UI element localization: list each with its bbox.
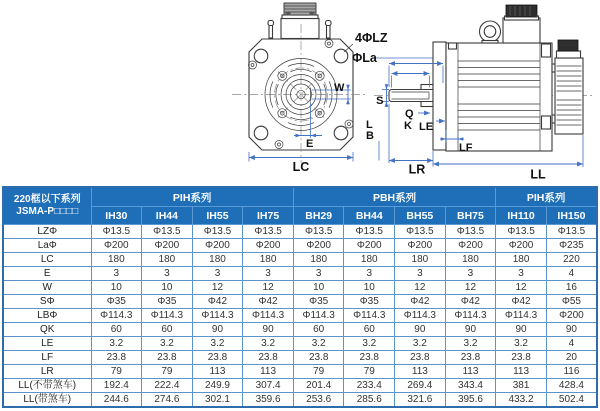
table-cell: 23.8 xyxy=(395,351,446,365)
dim-label-lz: 4ΦLZ xyxy=(355,31,388,45)
table-cell: 428.4 xyxy=(546,379,597,393)
table-cell: 90 xyxy=(496,323,547,337)
mounting-hole xyxy=(334,49,348,63)
side-flange xyxy=(433,42,446,150)
table-cell: 3.2 xyxy=(496,337,547,351)
table-cell: Φ114.3 xyxy=(243,309,294,323)
row-label: LL(带煞车) xyxy=(3,393,91,408)
table-row xyxy=(3,295,597,309)
table-cell: Φ13.5 xyxy=(293,225,344,239)
table-cell: 3.2 xyxy=(344,337,395,351)
table-row xyxy=(3,281,597,295)
dim-label-lf: LF xyxy=(459,142,473,154)
table-cell: 3 xyxy=(496,267,547,281)
table-cell: 180 xyxy=(243,253,294,267)
shaft xyxy=(389,90,433,102)
table-cell: 23.8 xyxy=(91,351,142,365)
table-cell: 12 xyxy=(395,281,446,295)
table-cell: 343.4 xyxy=(445,379,496,393)
side-view xyxy=(366,5,592,182)
table-cell: 10 xyxy=(344,281,395,295)
table-cell: 253.6 xyxy=(293,393,344,408)
table-cell: 116 xyxy=(546,365,597,379)
table-cell: 79 xyxy=(344,365,395,379)
encoder-housing xyxy=(555,58,583,134)
table-cell: 12 xyxy=(496,281,547,295)
dim-label-q: Q xyxy=(405,108,414,120)
table-cell: 274.6 xyxy=(142,393,193,408)
front-connector-body xyxy=(281,19,319,39)
table-row xyxy=(3,379,597,393)
table-cell: 502.4 xyxy=(546,393,597,408)
table-cell: 79 xyxy=(142,365,193,379)
table-row xyxy=(3,393,597,408)
table-cell: 3 xyxy=(91,267,142,281)
table-cell: 180 xyxy=(142,253,193,267)
table-cell: 60 xyxy=(344,323,395,337)
table-cell: Φ114.3 xyxy=(395,309,446,323)
table-cell: 113 xyxy=(395,365,446,379)
table-cell: Φ114.3 xyxy=(142,309,193,323)
table-cell: Φ200 xyxy=(243,239,294,253)
table-cell: 233.4 xyxy=(344,379,395,393)
table-cell: Φ200 xyxy=(546,309,597,323)
table-cell: 60 xyxy=(91,323,142,337)
model-header: IH55 xyxy=(192,207,243,225)
table-cell: 180 xyxy=(496,253,547,267)
table-row xyxy=(3,365,597,379)
table-cell: 3 xyxy=(192,267,243,281)
encoder-connector-cap xyxy=(558,40,578,51)
table-cell: 113 xyxy=(445,365,496,379)
dim-label-e: E xyxy=(306,138,314,150)
model-header: IH44 xyxy=(142,207,193,225)
table-cell: 180 xyxy=(192,253,243,267)
spec-table-section xyxy=(2,186,598,408)
table-cell: Φ13.5 xyxy=(344,225,395,239)
dim-label-w: W xyxy=(334,82,345,94)
mounting-hole xyxy=(334,126,348,140)
table-cell: 3.2 xyxy=(445,337,496,351)
model-header: BH44 xyxy=(344,207,395,225)
table-cell: 3 xyxy=(142,267,193,281)
table-cell: 433.2 xyxy=(496,393,547,408)
table-cell: 113 xyxy=(496,365,547,379)
table-cell: Φ114.3 xyxy=(445,309,496,323)
table-cell: 3 xyxy=(395,267,446,281)
series-corner-header xyxy=(3,187,91,225)
dim-label-la: ΦLa xyxy=(352,51,377,65)
model-header: BH29 xyxy=(293,207,344,225)
dim-label-le: LE xyxy=(419,121,434,133)
table-cell: Φ200 xyxy=(344,239,395,253)
table-row xyxy=(3,323,597,337)
table-cell: 302.1 xyxy=(192,393,243,408)
table-cell: Φ55 xyxy=(546,295,597,309)
table-cell: 79 xyxy=(91,365,142,379)
table-cell: Φ13.5 xyxy=(243,225,294,239)
row-label: LaΦ xyxy=(3,239,91,253)
model-header: IH75 xyxy=(243,207,294,225)
table-cell: Φ114.3 xyxy=(344,309,395,323)
table-cell: Φ114.3 xyxy=(496,309,547,323)
table-cell: 3 xyxy=(243,267,294,281)
table-cell: 90 xyxy=(445,323,496,337)
table-cell: Φ42 xyxy=(445,295,496,309)
table-cell: 113 xyxy=(192,365,243,379)
table-cell: Φ13.5 xyxy=(546,225,597,239)
table-cell: 12 xyxy=(243,281,294,295)
table-cell: 10 xyxy=(293,281,344,295)
dimension-drawing-svg xyxy=(0,0,600,186)
table-cell: 20 xyxy=(546,351,597,365)
table-row xyxy=(3,267,597,281)
table-cell: 3.2 xyxy=(91,337,142,351)
table-cell: 3 xyxy=(344,267,395,281)
table-cell: Φ42 xyxy=(496,295,547,309)
table-row xyxy=(3,309,597,323)
table-cell: 3.2 xyxy=(293,337,344,351)
dim-label-s: S xyxy=(376,95,384,107)
table-cell: 113 xyxy=(243,365,294,379)
table-cell: 23.8 xyxy=(192,351,243,365)
dim-label-b: B xyxy=(366,130,374,142)
table-cell: 10 xyxy=(142,281,193,295)
table-row xyxy=(3,253,597,267)
table-cell: 90 xyxy=(243,323,294,337)
table-cell: 3.2 xyxy=(243,337,294,351)
table-cell: Φ114.3 xyxy=(91,309,142,323)
spec-table-body xyxy=(3,225,597,408)
table-cell: 180 xyxy=(91,253,142,267)
table-cell: 16 xyxy=(546,281,597,295)
table-cell: 4 xyxy=(546,267,597,281)
row-label: LL(不带煞车) xyxy=(3,379,91,393)
table-cell: 269.4 xyxy=(395,379,446,393)
table-cell: 23.8 xyxy=(496,351,547,365)
table-cell: Φ200 xyxy=(91,239,142,253)
table-cell: 244.6 xyxy=(91,393,142,408)
table-cell: Φ200 xyxy=(192,239,243,253)
table-cell: Φ200 xyxy=(496,239,547,253)
table-cell: Φ200 xyxy=(293,239,344,253)
table-cell: 90 xyxy=(395,323,446,337)
table-cell: 60 xyxy=(293,323,344,337)
table-cell: 10 xyxy=(91,281,142,295)
vent-pin-left xyxy=(269,24,273,38)
table-row xyxy=(3,351,597,365)
table-cell: 23.8 xyxy=(293,351,344,365)
table-cell: 12 xyxy=(192,281,243,295)
table-cell: 222.4 xyxy=(142,379,193,393)
power-connector xyxy=(503,18,540,43)
table-cell: Φ13.5 xyxy=(142,225,193,239)
table-cell: Φ200 xyxy=(445,239,496,253)
row-label: LZΦ xyxy=(3,225,91,239)
dim-label-lc: LC xyxy=(292,160,310,174)
table-cell: 220 xyxy=(546,253,597,267)
table-cell: 180 xyxy=(445,253,496,267)
motor-dimension-drawing xyxy=(0,0,600,186)
model-header: BH55 xyxy=(395,207,446,225)
dim-label-k: K xyxy=(404,120,412,132)
spec-table xyxy=(2,186,598,408)
table-row xyxy=(3,239,597,253)
motor-body xyxy=(446,43,552,151)
table-cell: 23.8 xyxy=(243,351,294,365)
table-cell: 23.8 xyxy=(445,351,496,365)
table-cell: 307.4 xyxy=(243,379,294,393)
mounting-hole xyxy=(254,126,268,140)
table-cell: Φ35 xyxy=(344,295,395,309)
row-label: LE xyxy=(3,337,91,351)
table-cell: 180 xyxy=(293,253,344,267)
row-label: QK xyxy=(3,323,91,337)
table-cell: 381 xyxy=(496,379,547,393)
table-cell: 79 xyxy=(293,365,344,379)
table-cell: 285.6 xyxy=(344,393,395,408)
table-cell: Φ13.5 xyxy=(91,225,142,239)
row-label: LF xyxy=(3,351,91,365)
model-header: IH150 xyxy=(546,207,597,225)
table-cell: Φ13.5 xyxy=(395,225,446,239)
row-label: LBΦ xyxy=(3,309,91,323)
table-cell: 3 xyxy=(445,267,496,281)
front-view xyxy=(232,3,446,174)
table-cell: 3.2 xyxy=(192,337,243,351)
table-cell: 321.6 xyxy=(395,393,446,408)
table-cell: Φ35 xyxy=(91,295,142,309)
series-model-code: JSMA-P□□□□ xyxy=(16,206,79,217)
group-header: PBH系列 xyxy=(293,187,495,207)
table-cell: 249.9 xyxy=(192,379,243,393)
table-cell: 3 xyxy=(293,267,344,281)
table-cell: 90 xyxy=(546,323,597,337)
row-label: W xyxy=(3,281,91,295)
table-cell: 395.6 xyxy=(445,393,496,408)
model-header: IH30 xyxy=(91,207,142,225)
table-cell: Φ235 xyxy=(546,239,597,253)
row-label: LR xyxy=(3,365,91,379)
table-cell: 4 xyxy=(546,337,597,351)
table-cell: Φ13.5 xyxy=(496,225,547,239)
mounting-hole xyxy=(254,49,268,63)
row-label: SΦ xyxy=(3,295,91,309)
dim-label-lr: LR xyxy=(408,162,426,177)
table-cell: Φ35 xyxy=(142,295,193,309)
table-cell: 23.8 xyxy=(142,351,193,365)
table-cell: Φ114.3 xyxy=(293,309,344,323)
table-cell: Φ114.3 xyxy=(192,309,243,323)
model-header-row xyxy=(3,207,597,225)
table-cell: 180 xyxy=(395,253,446,267)
row-label: E xyxy=(3,267,91,281)
table-cell: 180 xyxy=(344,253,395,267)
table-cell: Φ200 xyxy=(142,239,193,253)
series-title: 220框以下系列 xyxy=(13,194,81,205)
table-cell: 359.6 xyxy=(243,393,294,408)
table-cell: 3.2 xyxy=(395,337,446,351)
vent-pin-right xyxy=(327,24,331,38)
table-row xyxy=(3,225,597,239)
group-header: PIH系列 xyxy=(496,187,597,207)
table-cell: Φ200 xyxy=(395,239,446,253)
model-header: BH75 xyxy=(445,207,496,225)
table-cell: Φ13.5 xyxy=(192,225,243,239)
table-cell: 90 xyxy=(192,323,243,337)
group-header-row xyxy=(3,187,597,207)
table-cell: 192.4 xyxy=(91,379,142,393)
table-cell: 3.2 xyxy=(142,337,193,351)
group-header: PIH系列 xyxy=(91,187,293,207)
table-cell: 23.8 xyxy=(344,351,395,365)
table-cell: Φ42 xyxy=(243,295,294,309)
table-cell: Φ42 xyxy=(395,295,446,309)
table-cell: Φ42 xyxy=(192,295,243,309)
table-cell: 201.4 xyxy=(293,379,344,393)
power-connector-cap xyxy=(506,5,537,17)
dim-label-l: L xyxy=(366,119,373,131)
row-label: LC xyxy=(3,253,91,267)
table-cell: 60 xyxy=(142,323,193,337)
table-cell: Φ35 xyxy=(293,295,344,309)
model-header: IH110 xyxy=(496,207,547,225)
table-row xyxy=(3,337,597,351)
table-cell: 12 xyxy=(445,281,496,295)
dim-label-ll: LL xyxy=(530,167,546,182)
table-cell: Φ13.5 xyxy=(445,225,496,239)
